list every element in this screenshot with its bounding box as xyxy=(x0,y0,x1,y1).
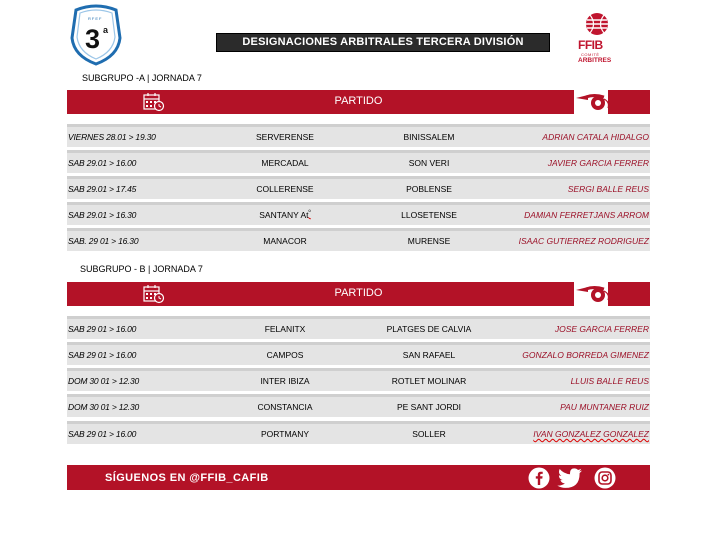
subgroup-a-heading: SUBGRUPO -A | JORNADA 7 xyxy=(82,73,202,83)
partido-label: PARTIDO xyxy=(334,95,383,107)
ffib-logo xyxy=(574,12,618,68)
partido-label: PARTIDO xyxy=(334,287,383,299)
match-row xyxy=(67,342,650,365)
away-team: PLATGES DE CALVIA xyxy=(386,324,472,334)
home-team: PORTMANY xyxy=(260,429,310,439)
away-team: MURENSE xyxy=(407,236,451,246)
referee-name: LLUIS BALLE REUS xyxy=(570,376,649,386)
referee-name: DAMIAN FERRETJANS ARROM xyxy=(524,210,649,220)
match-date: SAB. 29 01 > 16.30 xyxy=(68,236,139,246)
away-team: LLOSETENSE xyxy=(401,210,457,220)
referee-name: ADRIAN CATALA HIDALGO xyxy=(542,132,649,142)
referee-name: PAU MUNTANER RUIZ xyxy=(560,402,649,412)
follow-us-text: SÍGUENOS EN @FFIB_CAFIB xyxy=(105,472,269,484)
ffib-logo-name: FFIB xyxy=(578,38,603,52)
match-row xyxy=(67,421,650,444)
whistle-icon xyxy=(574,92,612,112)
away-team: PE SANT JORDI xyxy=(396,402,462,412)
match-date: DOM 30 01 > 12.30 xyxy=(68,376,140,386)
away-team: ROTLET MOLINAR xyxy=(391,376,467,386)
match-date: SAB 29 01 > 16.00 xyxy=(68,429,137,439)
match-row xyxy=(67,150,650,173)
away-team: SAN RAFAEL xyxy=(402,350,456,360)
referee-name: ISAAC GUTIERREZ RODRIGUEZ xyxy=(518,236,649,246)
twitter-icon[interactable] xyxy=(557,467,583,489)
calendar-clock-icon xyxy=(143,92,165,112)
social-footer xyxy=(67,465,650,490)
match-date: DOM 30 01 > 12.30 xyxy=(68,402,140,412)
ffib-logo-sub1: COMITÈ xyxy=(581,52,600,57)
match-date: VIERNES 28.01 > 19.30 xyxy=(68,132,156,142)
page-title: DESIGNACIONES ARBITRALES TERCERA DIVISIÓN xyxy=(216,33,550,52)
facebook-icon[interactable] xyxy=(528,467,550,489)
referee-name: SERGI BALLE REUS xyxy=(567,184,649,194)
match-date: SAB 29.01 > 16.00 xyxy=(68,158,137,168)
group-a-header-bar xyxy=(67,90,650,114)
ffib-logo-sub2: ARBITRES xyxy=(578,57,612,64)
away-team: SOLLER xyxy=(412,429,446,439)
home-team: COLLERENSE xyxy=(256,184,314,194)
home-team: CAMPOS xyxy=(266,350,304,360)
match-date: SAB 29 01 > 16.00 xyxy=(68,350,137,360)
match-row xyxy=(67,228,650,251)
home-team: INTER IBIZA xyxy=(260,376,310,386)
referee-name: JAVIER GARCIA FERRER xyxy=(547,158,649,168)
home-team: CONSTANCIA xyxy=(257,402,313,412)
away-team: SON VERI xyxy=(408,158,450,168)
match-row xyxy=(67,368,650,391)
home-team: FELANITX xyxy=(264,324,306,334)
instagram-icon[interactable] xyxy=(594,467,616,489)
match-row xyxy=(67,316,650,339)
subgroup-b-heading: SUBGRUPO - B | JORNADA 7 xyxy=(80,264,203,274)
referee-name: JOSE GARCIA FERRER xyxy=(554,324,649,334)
match-row xyxy=(67,124,650,147)
badge-top-text: RFEF xyxy=(88,16,103,21)
match-date: SAB 29.01 > 16.30 xyxy=(68,210,137,220)
match-row xyxy=(67,202,650,225)
tercera-division-logo xyxy=(68,4,124,66)
home-team-superscript: º xyxy=(308,210,311,217)
badge-number: 3 xyxy=(85,24,101,54)
badge-superscript: a xyxy=(103,25,109,35)
home-team: SANTANY At xyxy=(259,210,309,220)
referee-name: IVAN GONZALEZ GONZALEZ xyxy=(533,429,649,439)
calendar-clock-icon xyxy=(143,284,165,304)
home-team: SERVERENSE xyxy=(256,132,314,142)
match-date: SAB 29 01 > 16.00 xyxy=(68,324,137,334)
match-row xyxy=(67,176,650,199)
referee-name: GONZALO BORREDA GIMENEZ xyxy=(522,350,649,360)
match-row xyxy=(67,394,650,417)
home-team: MERCADAL xyxy=(261,158,309,168)
home-team-cell xyxy=(209,205,361,225)
match-date: SAB 29.01 > 17.45 xyxy=(68,184,137,194)
group-b-header-bar xyxy=(67,282,650,306)
away-team: POBLENSE xyxy=(406,184,452,194)
away-team: BINISSALEM xyxy=(403,132,455,142)
home-team: MANACOR xyxy=(263,236,307,246)
whistle-icon xyxy=(574,284,612,304)
